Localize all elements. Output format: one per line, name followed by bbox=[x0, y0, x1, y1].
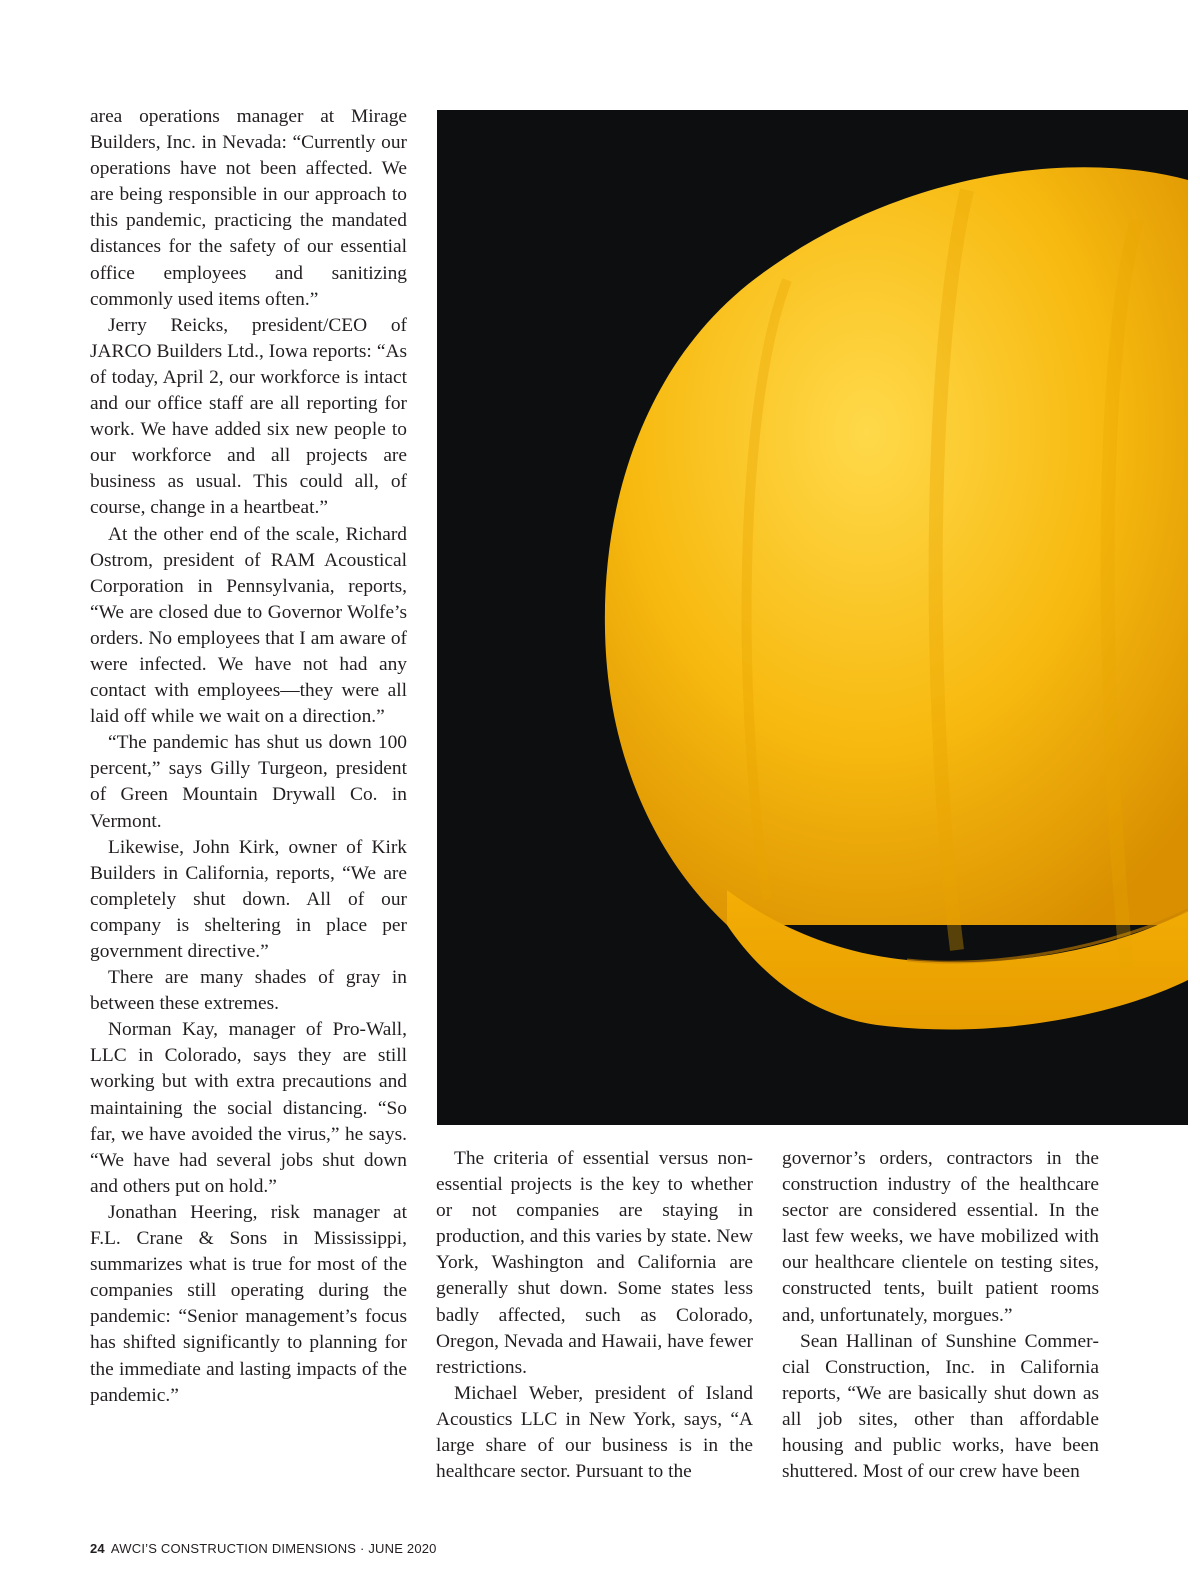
paragraph: area operations manager at Mirage Builders, Inc. in Nevada: “Currently our operations have not been affected. We are being responsible in our approach to this pandemic, practicing the mandated distances for the safety of our essential office employees and sanitizing commonly used items often.” bbox=[90, 106, 407, 310]
paragraph: Likewise, John Kirk, owner of Kirk Builders in California, reports, “We are completely shut down. All of our company is sheltering in place per government directive.” bbox=[90, 836, 407, 962]
paragraph: Norman Kay, manager of Pro-Wall, LLC in Colorado, says they are still working but with extra precautions and maintaining the social distancing. “So far, we have avoided the virus,” he says. “We have had several jobs shut down and others put on hold.” bbox=[90, 1019, 407, 1197]
article-column-3 bbox=[782, 1146, 1099, 1485]
paragraph: “The pandemic has shut us down 100 percent,” says Gilly Turgeon, president of Green Mountain Drywall Co. in Vermont. bbox=[90, 732, 407, 832]
paragraph: Michael Weber, president of Island Acoustics LLC in New York, says, “A large share of our business is in the healthcare sector. Pursuant to the bbox=[436, 1382, 753, 1483]
publication-line: AWCI’S CONSTRUCTION DIMENSIONS · JUNE 2020 bbox=[110, 1541, 437, 1556]
paragraph: The criteria of essential versus non-essential projects is the key to whether or not companies are staying in production, and this varies by state. New York, Washington and California are generally shut down. Some states less badly affected, such as Colorado, Oregon, Nevada and Hawaii, have fewer restrictions. bbox=[436, 1148, 753, 1378]
hard-hat-illustration bbox=[437, 110, 1188, 1125]
paragraph: Jonathan Heering, risk manager at F.L. Crane & Sons in Mississippi, summarizes what is true for most of the companies still operating during the pandemic: “Senior management’s focus has shifted significantly to planning for the immediate and lasting impacts of the pandemic.” bbox=[90, 1201, 407, 1406]
paragraph: At the other end of the scale, Richard Ostrom, president of RAM Acoustical Corporation in Pennsylvania, reports, “We are closed due to Governor Wolfe’s orders. No employees that I am aware of were infected. We have not had any contact with employees—they were all laid off while we wait on a direction.” bbox=[90, 523, 407, 728]
paragraph: Sean Hallinan of Sunshine Commercial Construction, Inc. in California reports, “We are basically shut down as all job sites, other than affordable housing and public works, have been shuttered. Most of our crew have been bbox=[782, 1330, 1099, 1483]
page-number: 24 bbox=[90, 1541, 105, 1556]
paragraph: governor’s orders, contractors in the construction industry of the healthcare sector are considered essential. In the last few weeks, we have mobilized with our healthcare clientele on testing sites, constructed tents, built patient rooms and, unfortunately, morgues.” bbox=[782, 1148, 1099, 1326]
page-footer bbox=[90, 1541, 437, 1556]
hard-hat-photo bbox=[437, 110, 1188, 1125]
article-column-2 bbox=[436, 1146, 753, 1485]
article-column-1 bbox=[90, 104, 407, 1409]
paragraph: There are many shades of gray in between these extremes. bbox=[90, 967, 407, 1015]
paragraph: Jerry Reicks, president/CEO of JARCO Builders Ltd., Iowa reports: “As of today, April 2, our workforce is intact and our office staff are all reporting for work. We have added six new people to our workforce and all projects are business as usual. This could all, of course, change in a heartbeat.” bbox=[90, 314, 407, 519]
